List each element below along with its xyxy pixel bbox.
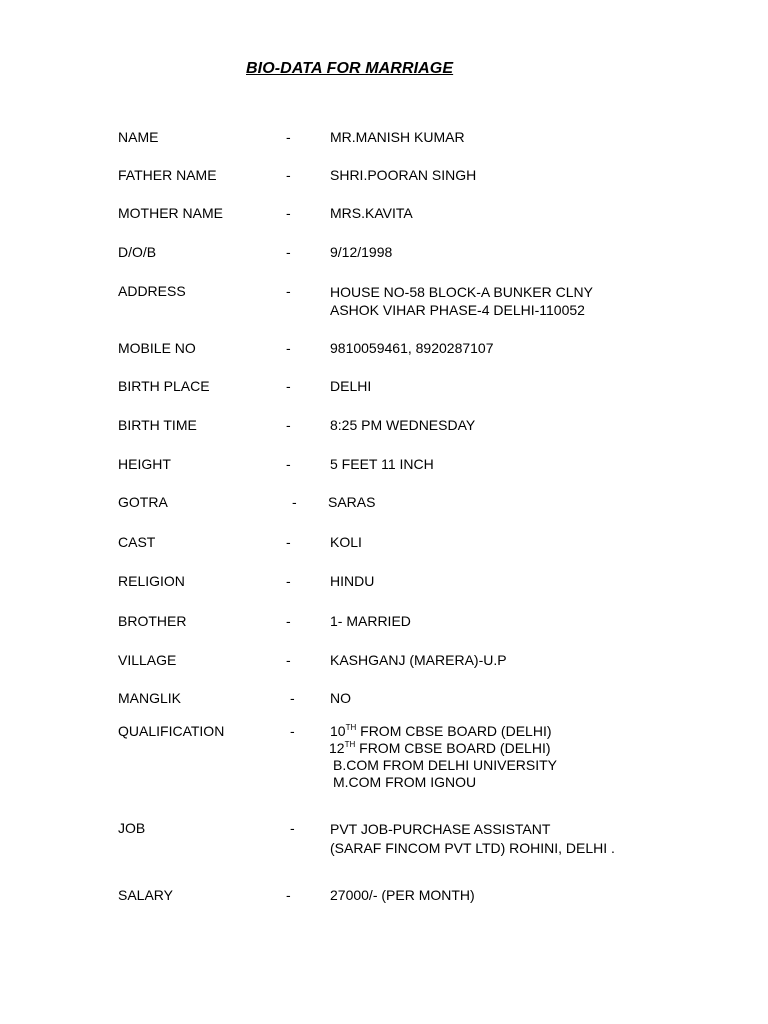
field-label: MOBILE NO [118, 340, 196, 356]
field-separator: - [290, 690, 295, 706]
field-separator: - [286, 417, 291, 433]
field-value [330, 283, 593, 319]
field-separator: - [286, 887, 291, 903]
field-label: JOB [118, 820, 146, 836]
field-separator: - [286, 340, 291, 356]
field-label: SALARY [118, 887, 173, 903]
field-value: KOLI [330, 534, 362, 550]
address-line: ASHOK VIHAR PHASE-4 DELHI-110052 [330, 302, 585, 318]
field-label: FATHER NAME [118, 167, 217, 183]
grade-number: 12 [329, 740, 345, 756]
field-value: 27000/- (PER MONTH) [330, 887, 475, 903]
field-label: ADDRESS [118, 283, 186, 299]
qualification-12th [329, 740, 557, 757]
field-label: RELIGION [118, 573, 185, 589]
field-separator: - [286, 534, 291, 550]
field-label: BIRTH PLACE [118, 378, 210, 394]
field-label: BROTHER [118, 613, 187, 629]
qualification-text: FROM CBSE BOARD (DELHI) [355, 740, 551, 756]
qualification-10th [330, 723, 557, 740]
field-value [330, 723, 557, 791]
field-value: DELHI [330, 378, 372, 394]
field-value [330, 820, 615, 858]
field-value: SARAS [328, 494, 376, 510]
field-separator: - [290, 820, 295, 836]
job-line: (SARAF FINCOM PVT LTD) ROHINI, DELHI . [330, 840, 615, 856]
field-value: NO [330, 690, 351, 706]
field-separator: - [286, 573, 291, 589]
field-label: MOTHER NAME [118, 205, 223, 221]
field-separator: - [286, 167, 291, 183]
field-separator: - [286, 456, 291, 472]
qualification-bcom: B.COM FROM DELHI UNIVERSITY [333, 757, 558, 773]
field-separator: - [286, 129, 291, 145]
field-value: 1- MARRIED [330, 613, 411, 629]
grade-number: 10 [330, 723, 346, 739]
job-line: PVT JOB-PURCHASE ASSISTANT [330, 821, 551, 837]
field-value: HINDU [330, 573, 375, 589]
qualification-text: FROM CBSE BOARD (DELHI) [356, 723, 552, 739]
field-label: VILLAGE [118, 652, 177, 668]
field-label: CAST [118, 534, 156, 550]
field-separator: - [286, 378, 291, 394]
address-line: HOUSE NO-58 BLOCK-A BUNKER CLNY [330, 284, 593, 300]
qualification-mcom: M.COM FROM IGNOU [333, 774, 477, 790]
field-separator: - [290, 723, 295, 739]
page-title: BIO-DATA FOR MARRIAGE [246, 60, 454, 77]
field-label: QUALIFICATION [118, 723, 225, 739]
field-separator: - [286, 613, 291, 629]
field-value: 5 FEET 11 INCH [330, 456, 434, 472]
field-value: 9810059461, 8920287107 [330, 340, 494, 356]
field-label: HEIGHT [118, 456, 171, 472]
ordinal-suffix: TH [344, 740, 356, 749]
field-value: SHRI.POORAN SINGH [330, 167, 477, 183]
field-value: MR.MANISH KUMAR [330, 129, 465, 145]
field-label: NAME [118, 129, 159, 145]
field-value: MRS.KAVITA [330, 205, 413, 221]
field-label: GOTRA [118, 494, 168, 510]
field-label: MANGLIK [118, 690, 182, 706]
field-separator: - [286, 283, 291, 299]
field-separator: - [292, 494, 297, 510]
field-separator: - [286, 652, 291, 668]
ordinal-suffix: TH [345, 723, 357, 732]
field-value: KASHGANJ (MARERA)-U.P [330, 652, 507, 668]
field-value: 8:25 PM WEDNESDAY [330, 417, 476, 433]
field-value: 9/12/1998 [330, 244, 393, 260]
field-separator: - [286, 205, 291, 221]
field-separator: - [286, 244, 291, 260]
field-label: BIRTH TIME [118, 417, 197, 433]
field-label: D/O/B [118, 244, 157, 260]
